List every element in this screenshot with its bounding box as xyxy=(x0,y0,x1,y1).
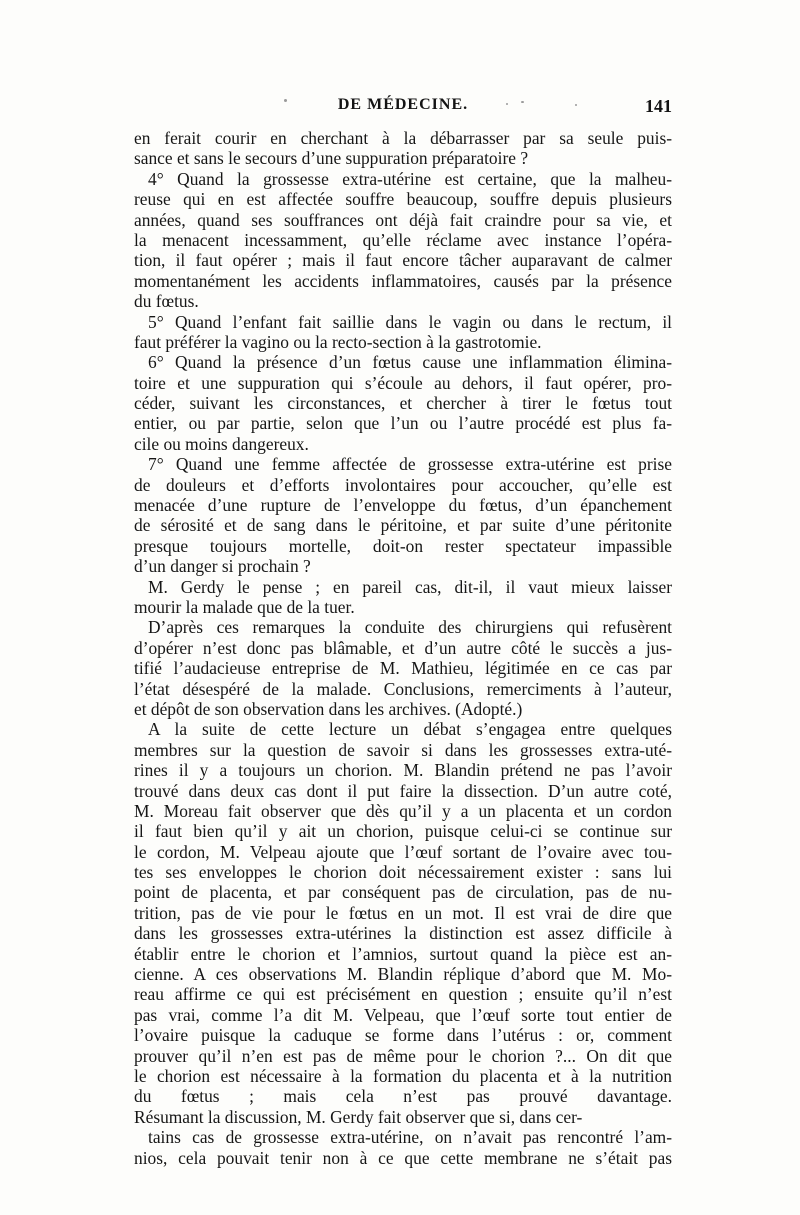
text-line: tes ses enveloppes le chorion doit nécessairement exister : sans lui xyxy=(134,862,672,883)
text-line: trition, pas de vie pour le fœtus en un mot. Il est vrai de dire que xyxy=(134,902,672,923)
text-line: reau affirme ce qui est précisément en question ; ensuite qu’il n’est xyxy=(134,984,672,1005)
text-line: 6° Quand la présence d’un fœtus cause une inflammation élimina- xyxy=(148,352,672,373)
text-line: d’opérer n’est donc pas blâmable, et d’un autre côté le succès a jus- xyxy=(134,637,672,658)
text-line: nios, cela pouvait tenir non à ce que cette membrane ne s’était pas xyxy=(134,1147,672,1168)
text-line: d’un danger si prochain ? xyxy=(134,556,311,577)
text-line: dans les grossesses extra-utérines la distinction est assez difficile à xyxy=(134,923,672,944)
print-speck xyxy=(521,101,524,103)
text-line: l’ovaire puisque la caduque se forme dans l’utérus : or, comment xyxy=(134,1025,672,1046)
text-line: années, quand ses souffrances ont déjà fait craindre pour sa vie, et xyxy=(134,209,672,230)
text-line: céder, suivant les circonstances, et chercher à tirer le fœtus tout xyxy=(134,393,672,414)
text-line: cienne. A ces observations M. Blandin réplique d’abord que M. Mo- xyxy=(134,964,672,985)
text-line: rines il y a toujours un chorion. M. Blandin prétend ne pas l’avoir xyxy=(134,760,672,781)
text-line: la menacent incessamment, qu’elle réclame avec instance l’opéra- xyxy=(134,229,672,250)
print-speck xyxy=(506,103,508,105)
text-line: toire et une suppuration qui s’écoule au dehors, il faut opérer, pro- xyxy=(134,372,672,393)
text-line: en ferait courir en cherchant à la débarrasser par sa seule puis- xyxy=(134,128,672,148)
text-line: menacée d’une rupture de l’enveloppe du fœtus, d’un épanchement xyxy=(134,495,672,516)
text-line: cile ou moins dangereux. xyxy=(134,433,309,454)
text-line: il faut bien qu’il y ait un chorion, puisque celui-ci se continue sur xyxy=(134,821,672,842)
text-line: du fœtus. xyxy=(134,291,199,312)
text-line: entier, ou par partie, selon que l’un ou l’autre procédé est plus fa- xyxy=(134,413,672,434)
text-line: 7° Quand une femme affectée de grossesse extra-utérine est prise xyxy=(148,454,672,475)
text-line: membres sur la question de savoir si dans les grossesses extra-uté- xyxy=(134,739,672,760)
body-text xyxy=(134,128,672,1188)
text-line: établir entre le chorion et l’amnios, surtout quand la pièce est an- xyxy=(134,943,672,964)
text-line: tion, il faut opérer ; mais il faut encore tâcher auparavant de calmer xyxy=(134,250,672,271)
print-speck xyxy=(575,104,577,106)
text-line: 4° Quand la grossesse extra-utérine est certaine, que la malheu- xyxy=(148,168,672,189)
text-line: faut préférer la vagino ou la recto-section à la gastrotomie. xyxy=(134,331,542,352)
text-line: le chorion est nécessaire à la formation du placenta et à la nutrition xyxy=(134,1065,672,1086)
text-line: tains cas de grossesse extra-utérine, on n’avait pas rencontré l’am- xyxy=(148,1127,672,1148)
text-line: trouvé dans deux cas dont il put faire la dissection. D’un autre coté, xyxy=(134,780,672,801)
text-line: mourir la malade que de la tuer. xyxy=(134,596,355,617)
running-title: DE MÉDECINE. xyxy=(337,96,469,113)
text-line: et dépôt de son observation dans les archives. (Adopté.) xyxy=(134,698,523,719)
text-line: 5° Quand l’enfant fait saillie dans le vagin ou dans le rectum, il xyxy=(148,311,672,332)
text-line: M. Moreau fait observer que dès qu’il y a un placenta et un cordon xyxy=(134,800,672,821)
page-number: 141 xyxy=(645,96,672,116)
text-line: du fœtus ; mais cela n’est pas prouvé davantage. xyxy=(134,1086,672,1107)
text-line: tifié l’audacieuse entreprise de M. Mathieu, légitimée en ce cas par xyxy=(134,658,672,679)
text-line: pas vrai, comme l’a dit M. Velpeau, que l’œuf sorte tout entier de xyxy=(134,1004,672,1025)
text-line: le cordon, M. Velpeau ajoute que l’œuf sortant de l’ovaire avec tou- xyxy=(134,841,672,862)
text-line: de sérosité et de sang dans le péritoine, et par suite d’une péritonite xyxy=(134,515,672,536)
text-line: Résumant la discussion, M. Gerdy fait observer que si, dans cer- xyxy=(134,1106,583,1127)
text-line: reuse qui en est affectée souffre beaucoup, souffre depuis plusieurs xyxy=(134,189,672,210)
text-line: sance et sans le secours d’une suppuration préparatoire ? xyxy=(134,148,529,169)
text-line: l’état désespéré de la malade. Conclusions, remerciments à l’auteur, xyxy=(134,678,672,699)
text-line: prouver qu’il n’en est pas de même pour le chorion ?... On dit que xyxy=(134,1045,672,1066)
text-line: point de placenta, et par conséquent pas de circulation, pas de nu- xyxy=(134,882,672,903)
running-header xyxy=(134,96,672,120)
print-speck xyxy=(284,99,287,102)
text-line: A la suite de cette lecture un débat s’engagea entre quelques xyxy=(148,719,672,740)
text-line: D’après ces remarques la conduite des chirurgiens qui refusèrent xyxy=(148,617,672,638)
text-line: presque toujours mortelle, doit-on rester spectateur impassible xyxy=(134,535,672,556)
text-line: momentanément les accidents inflammatoires, causés par la présence xyxy=(134,270,672,291)
text-line: M. Gerdy le pense ; en pareil cas, dit-il, il vaut mieux laisser xyxy=(148,576,672,597)
text-line xyxy=(134,1168,672,1188)
text-line: de douleurs et d’efforts involontaires pour accoucher, qu’elle est xyxy=(134,474,672,495)
